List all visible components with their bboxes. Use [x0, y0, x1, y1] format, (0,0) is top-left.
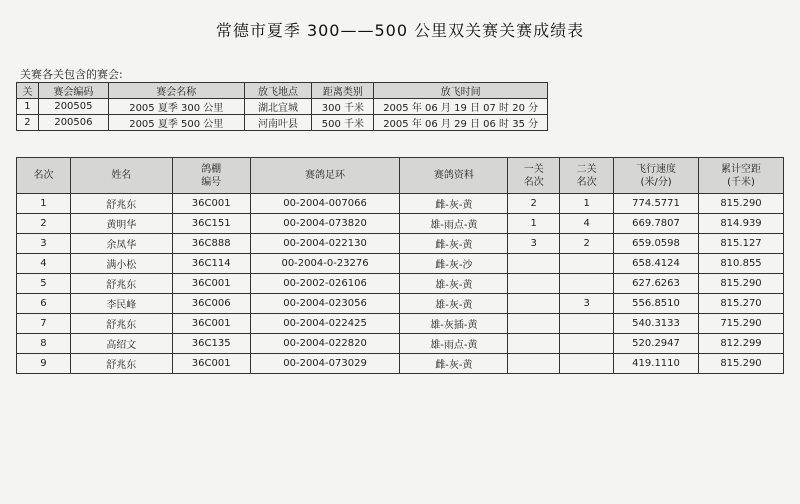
- results-cell: 00-2004-022425: [250, 314, 400, 334]
- results-header-cell: [508, 158, 560, 194]
- races-cell: 200506: [38, 115, 108, 131]
- results-cell: 1: [17, 194, 71, 214]
- races-header-cell: 放飞地点: [244, 83, 312, 99]
- results-row: [17, 274, 784, 294]
- races-cell: 2005 年 06 月 19 日 07 时 20 分: [374, 99, 548, 115]
- results-cell: 36C001: [172, 274, 250, 294]
- results-cell: 815.290: [699, 354, 784, 374]
- results-cell: 00-2004-023056: [250, 294, 400, 314]
- results-cell: 1: [560, 194, 614, 214]
- results-cell: 雄-灰插-黄: [400, 314, 508, 334]
- results-cell: 00-2002-026106: [250, 274, 400, 294]
- results-cell: 36C001: [172, 314, 250, 334]
- results-cell: 627.6263: [614, 274, 699, 294]
- races-cell: 1: [17, 99, 39, 115]
- results-cell: [508, 274, 560, 294]
- results-row: [17, 194, 784, 214]
- results-cell: 774.5771: [614, 194, 699, 214]
- results-row: [17, 214, 784, 234]
- results-cell: 雌-灰-黄: [400, 354, 508, 374]
- results-cell: 雄-雨点-黄: [400, 214, 508, 234]
- results-header-line: 一关: [523, 163, 544, 175]
- results-header-line: 编号: [201, 176, 222, 188]
- results-cell: [560, 254, 614, 274]
- results-cell: [508, 354, 560, 374]
- races-cell: 2005 夏季 500 公里: [108, 115, 244, 131]
- races-cell: 湖北宜城: [244, 99, 312, 115]
- races-header-cell: 放飞时间: [374, 83, 548, 99]
- races-cell: 2005 年 06 月 29 日 06 时 35 分: [374, 115, 548, 131]
- results-header-cell: [614, 158, 699, 194]
- results-cell: 00-2004-022820: [250, 334, 400, 354]
- results-header-line: 鸽棚: [201, 163, 222, 175]
- results-cell: [560, 274, 614, 294]
- results-header-cell: [172, 158, 250, 194]
- results-header-line: 名次: [33, 170, 54, 181]
- results-cell: 满小松: [70, 254, 172, 274]
- results-cell: 4: [17, 254, 71, 274]
- results-cell: 540.3133: [614, 314, 699, 334]
- results-cell: 815.270: [699, 294, 784, 314]
- results-cell: 36C001: [172, 194, 250, 214]
- results-cell: 658.4124: [614, 254, 699, 274]
- races-row: [17, 99, 548, 115]
- races-cell: 300 千米: [312, 99, 374, 115]
- results-cell: 4: [560, 214, 614, 234]
- results-row: [17, 334, 784, 354]
- results-cell: 2: [508, 194, 560, 214]
- results-cell: [508, 334, 560, 354]
- results-row: [17, 254, 784, 274]
- results-cell: 00-2004-073820: [250, 214, 400, 234]
- results-cell: 雌-灰-黄: [400, 234, 508, 254]
- results-cell: 419.1110: [614, 354, 699, 374]
- results-cell: [560, 334, 614, 354]
- results-header-line: 姓名: [111, 170, 132, 181]
- results-cell: 3: [17, 234, 71, 254]
- results-cell: 814.939: [699, 214, 784, 234]
- results-cell: 雄-灰-黄: [400, 274, 508, 294]
- results-cell: 6: [17, 294, 71, 314]
- results-cell: [560, 354, 614, 374]
- results-row: [17, 294, 784, 314]
- results-cell: [508, 294, 560, 314]
- results-row: [17, 314, 784, 334]
- results-header-cell: [17, 158, 71, 194]
- results-cell: 36C888: [172, 234, 250, 254]
- results-cell: 9: [17, 354, 71, 374]
- results-cell: 520.2947: [614, 334, 699, 354]
- results-cell: 36C001: [172, 354, 250, 374]
- results-cell: 3: [508, 234, 560, 254]
- results-cell: 715.290: [699, 314, 784, 334]
- results-header-line: 名次: [576, 176, 597, 188]
- races-cell: 2005 夏季 300 公里: [108, 99, 244, 115]
- results-cell: 雌-灰-黄: [400, 194, 508, 214]
- results-header-line: (千米): [727, 176, 755, 188]
- results-header-cell: [699, 158, 784, 194]
- results-cell: 舒兆东: [70, 274, 172, 294]
- results-row: [17, 354, 784, 374]
- results-cell: 余凤华: [70, 234, 172, 254]
- results-row: [17, 234, 784, 254]
- results-header-line: 赛鸽足环: [305, 170, 346, 181]
- races-header-cell: 赛会名称: [108, 83, 244, 99]
- results-cell: 815.290: [699, 274, 784, 294]
- races-header-cell: 赛会编码: [38, 83, 108, 99]
- results-cell: 669.7807: [614, 214, 699, 234]
- results-cell: 2: [560, 234, 614, 254]
- results-cell: 812.299: [699, 334, 784, 354]
- races-cell: 2: [17, 115, 39, 131]
- races-table: [16, 82, 548, 131]
- results-header-cell: [70, 158, 172, 194]
- races-cell: 河南叶县: [244, 115, 312, 131]
- results-cell: 雌-灰-沙: [400, 254, 508, 274]
- races-cell: 500 千米: [312, 115, 374, 131]
- races-caption: 关赛各关包含的赛会:: [20, 68, 123, 81]
- results-cell: 高绍文: [70, 334, 172, 354]
- results-cell: 舒兆东: [70, 354, 172, 374]
- results-cell: 36C114: [172, 254, 250, 274]
- results-cell: 00-2004-073029: [250, 354, 400, 374]
- results-table: [16, 157, 784, 374]
- results-header-cell: [400, 158, 508, 194]
- results-cell: 815.127: [699, 234, 784, 254]
- results-cell: 659.0598: [614, 234, 699, 254]
- results-cell: 舒兆东: [70, 194, 172, 214]
- races-cell: 200505: [38, 99, 108, 115]
- results-header-line: 赛鸽资料: [433, 170, 474, 181]
- races-header-cell: 距离类别: [312, 83, 374, 99]
- results-cell: 李民峰: [70, 294, 172, 314]
- results-cell: 1: [508, 214, 560, 234]
- results-table-header: [17, 158, 784, 194]
- results-cell: 舒兆东: [70, 314, 172, 334]
- races-row: [17, 115, 548, 131]
- results-cell: 00-2004-0-23276: [250, 254, 400, 274]
- results-header-cell: [560, 158, 614, 194]
- results-cell: 3: [560, 294, 614, 314]
- results-cell: 7: [17, 314, 71, 334]
- results-cell: 810.855: [699, 254, 784, 274]
- page-title: 常德市夏季 300——500 公里双关赛关赛成绩表: [215, 21, 585, 40]
- results-header-line: 飞行速度: [636, 163, 677, 175]
- results-cell: 5: [17, 274, 71, 294]
- results-cell: 2: [17, 214, 71, 234]
- results-cell: 黄明华: [70, 214, 172, 234]
- results-header-line: 名次: [523, 176, 544, 188]
- results-cell: 00-2004-007066: [250, 194, 400, 214]
- results-cell: [508, 314, 560, 334]
- results-cell: 00-2004-022130: [250, 234, 400, 254]
- results-cell: 雄-雨点-黄: [400, 334, 508, 354]
- races-table-header: [17, 83, 548, 99]
- results-cell: 8: [17, 334, 71, 354]
- results-header-cell: [250, 158, 400, 194]
- results-cell: 556.8510: [614, 294, 699, 314]
- results-header-line: 二关: [576, 163, 597, 175]
- results-header-line: (米/分): [640, 176, 672, 188]
- results-cell: [508, 254, 560, 274]
- races-header-cell: 关: [17, 83, 39, 99]
- results-cell: 雄-灰-黄: [400, 294, 508, 314]
- results-cell: 36C006: [172, 294, 250, 314]
- results-cell: 36C135: [172, 334, 250, 354]
- results-cell: [560, 314, 614, 334]
- results-cell: 36C151: [172, 214, 250, 234]
- results-cell: 815.290: [699, 194, 784, 214]
- results-header-line: 累计空距: [721, 163, 761, 175]
